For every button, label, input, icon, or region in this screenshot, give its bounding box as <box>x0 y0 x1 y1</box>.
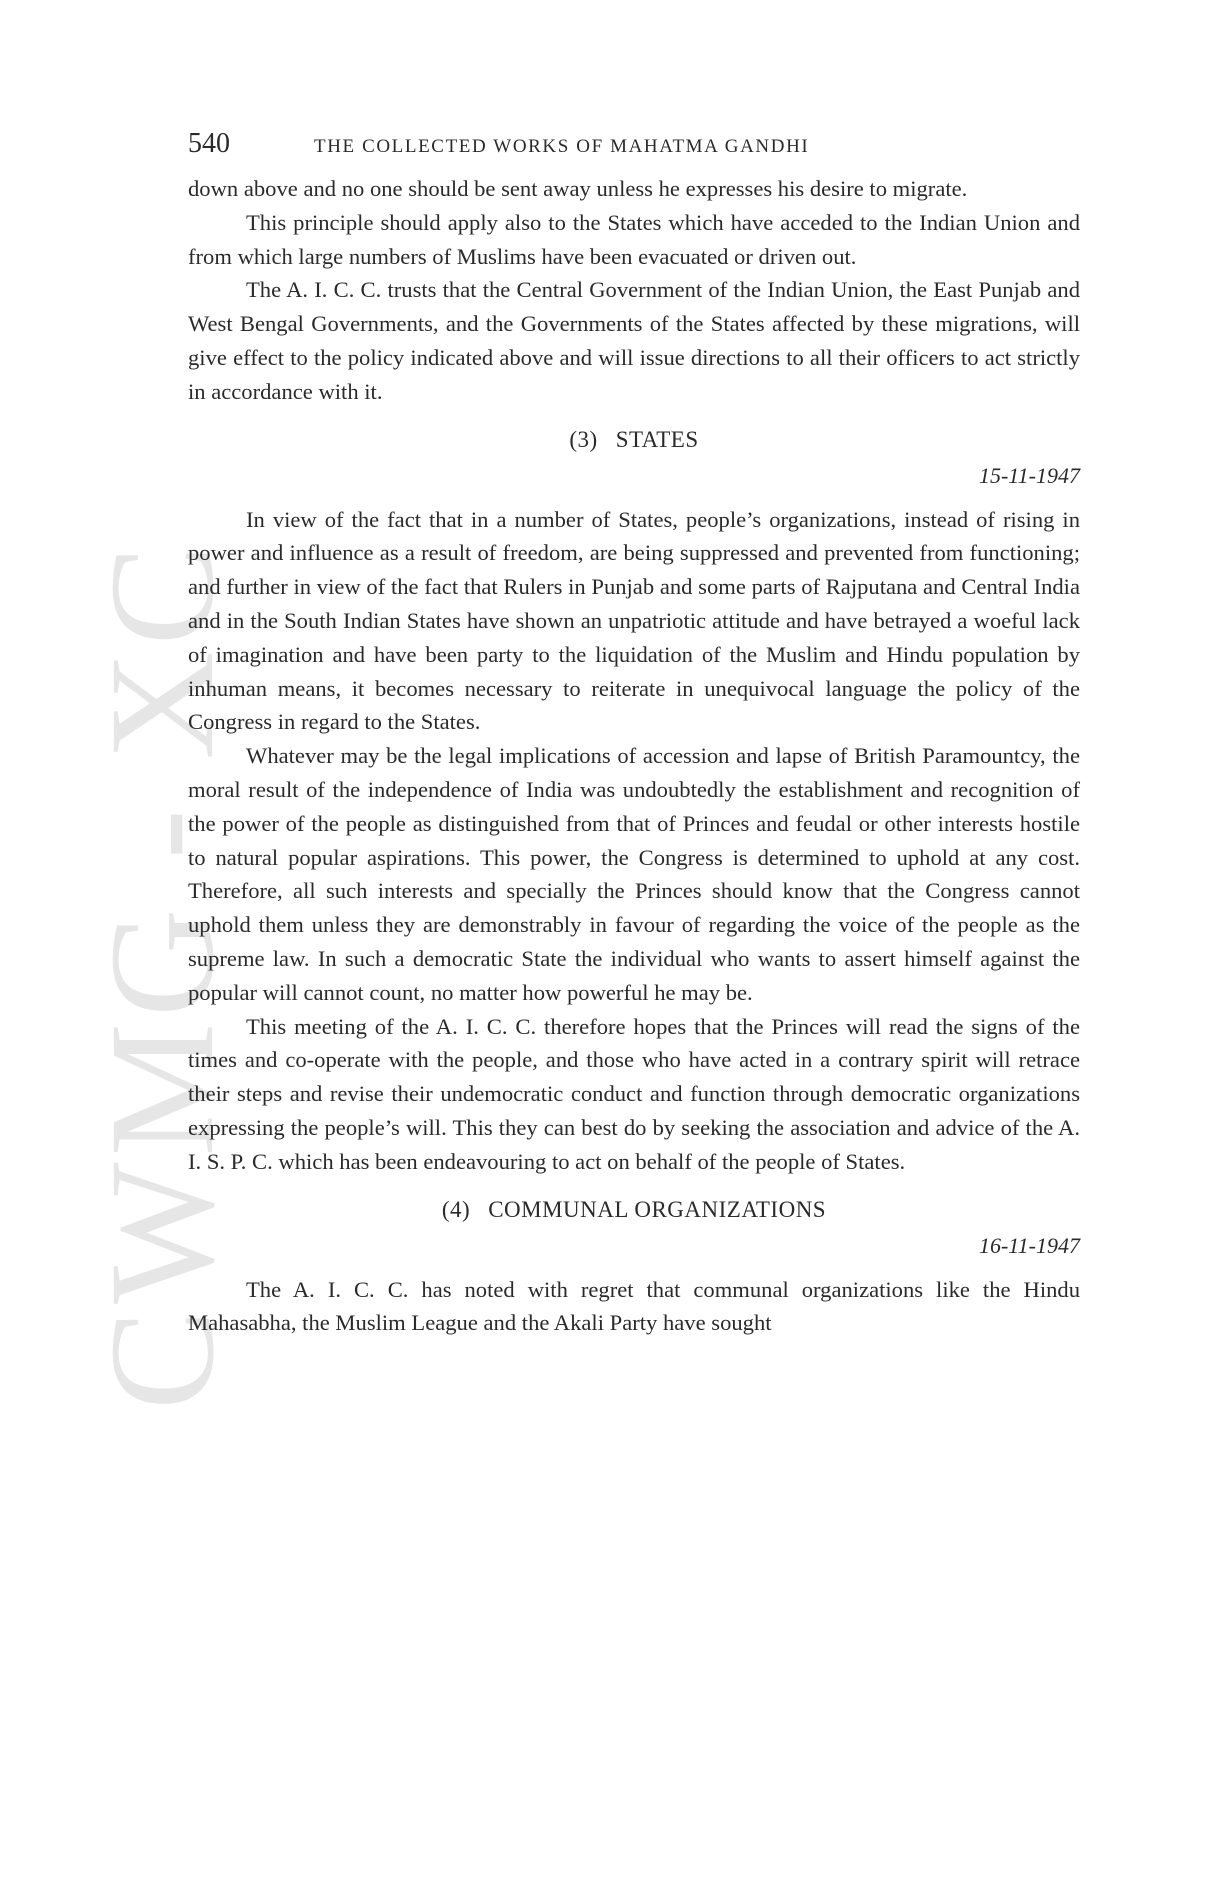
page-number: 540 <box>188 128 230 159</box>
paragraph: This principle should apply also to the States which have acceded to the Indian Union and from which large numbers of Muslims have been evacuated or driven out. <box>188 209 1080 269</box>
section-title: COMMUNAL ORGANIZATIONS <box>488 1196 827 1222</box>
section-date: 16-11-1947 <box>978 1232 1080 1258</box>
section-number: (4) <box>441 1196 471 1222</box>
book-title: THE COLLECTED WORKS OF MAHATMA GANDHI <box>314 136 810 157</box>
paragraph: This meeting of the A. I. C. C. therefore hopes that the Princes will read the signs of the times and co-operate with the people, and those who have acted in a contrary spirit will retrace their steps and revise their undemocratic conduct and function through democratic organizations expressing the people’s will. This they can best do by seeking the association and advice of the A. I. S. P. C. which has been endeavouring to act on behalf of the people of States. <box>188 1013 1080 1174</box>
running-head <box>188 128 1080 172</box>
section-date: 15-11-1947 <box>978 462 1080 488</box>
book-page <box>188 128 1080 1340</box>
paragraph: Whatever may be the legal implications of accession and lapse of British Paramountcy, the moral result of the independence of India was undoubtedly the establishment and recognition of the power of the people as distinguished from that of Princes and feudal or other interests hostile to natural popular aspirations. This power, the Congress is determined to uphold at any cost. Therefore, all such interests and specially the Princes should know that the Congress cannot uphold them unless they are demonstrably in favour of regarding the voice of the people as the supreme law. In such a democratic State the individual who wants to assert himself against the popular will cannot count, no matter how powerful he may be. <box>188 743 1080 1005</box>
section-number: (3) <box>569 426 598 452</box>
section-heading-communal-organizations <box>188 1197 1080 1223</box>
section-heading-states <box>188 427 1080 453</box>
paragraph: In view of the fact that in a number of States, people’s organizations, instead of rising in power and influence as a result of freedom, are being suppressed and prevented from functioning; and further in view of the fact that Rulers in Punjab and some parts of Rajputana and Central India and in the South Indian States have shown an unpatriotic attitude and have betrayed a woeful lack of imagination and have been party to the liquidation of the Muslim and Hindu population by inhuman means, it becomes necessary to reiterate in unequivocal language the policy of the Congress in regard to the States. <box>188 506 1080 735</box>
section-title: STATES <box>615 426 699 452</box>
paragraph: The A. I. C. C. trusts that the Central Government of the Indian Union, the East Punjab and West Bengal Governments, and the Governments of the States affected by these migrations, will give effect to the policy indicated above and will issue directions to all their officers to act strictly in accordance with it. <box>188 277 1080 404</box>
paragraph-continued: down above and no one should be sent away unless he expresses his desire to migrate. <box>188 176 968 201</box>
paragraph: The A. I. C. C. has noted with regret that communal organizations like the Hindu Mahasabha, the Muslim League and the Akali Party have sought <box>188 1276 1080 1336</box>
watermark-text: CWMG - XC <box>79 539 245 1410</box>
